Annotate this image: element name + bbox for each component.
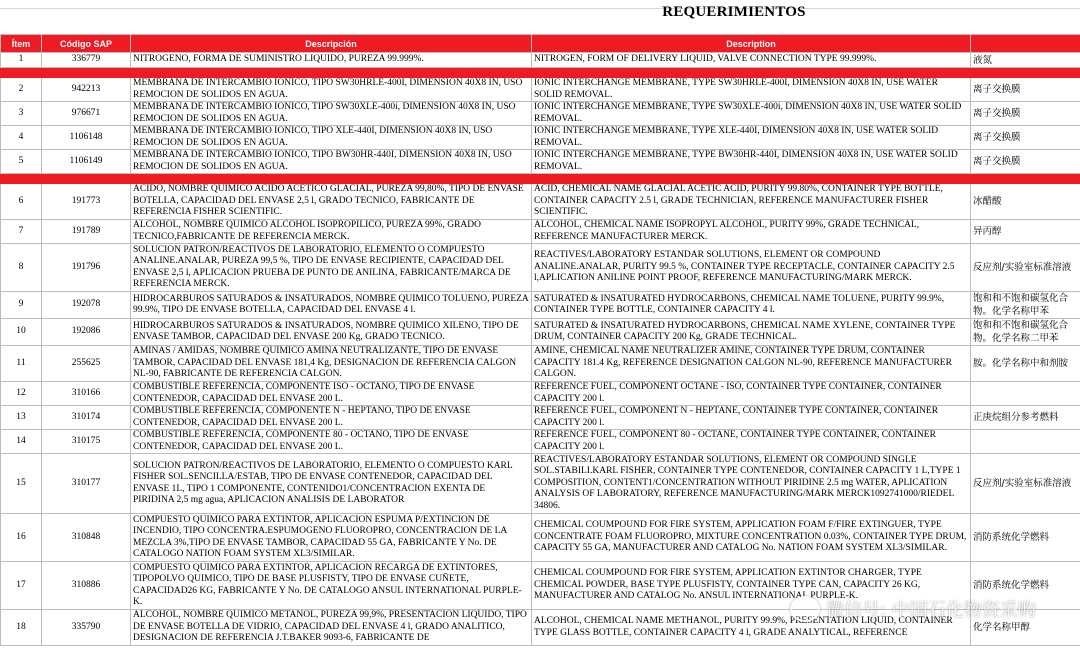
cell-item: 5: [1, 150, 42, 174]
header-row: [1, 35, 1080, 53]
cell-codigo-sap: 310848: [42, 514, 131, 562]
table-row: [1, 292, 1080, 319]
table-row: [1, 406, 1080, 430]
cell-description: ACID, CHEMICAL NAME GLACIAL ACETIC ACID, PURITY 99.80%, CONTAINER TYPE BOTTLE, CONTAINER CAPACITY 2.5 l, GRADE TECHNICIAN, REFERENCE MANUFACTURER FISHER SCIENTIFIC.: [532, 184, 971, 220]
cell-chinese: 消防系统化学燃料: [971, 562, 1080, 610]
cell-codigo-sap: 192086: [42, 319, 131, 346]
cell-item: 2: [1, 78, 42, 102]
table-row: [1, 126, 1080, 150]
table-row: [1, 102, 1080, 126]
page-title: REQUERIMIENTOS: [662, 4, 806, 20]
cell-chinese: 饱和和不饱和碳氢化合物。化学名称甲苯: [971, 292, 1080, 319]
cell-chinese: 胺。化学名称中和剂胺: [971, 346, 1080, 382]
cell-description: SATURATED & INSATURATED HYDROCARBONS, CHEMICAL NAME XYLENE, CONTAINER TYPE DRUM, CONTAINER CAPACITY 200 Kg, GRADE TECHNICAL.: [532, 319, 971, 346]
cell-descripcion: MEMBRANA DE INTERCAMBIO IONICO, TIPO SW30XLE-400i, DIMENSION 40X8 IN, USO REMOCION DE SOLIDOS EN AGUA.: [131, 102, 532, 126]
cell-item: 17: [1, 562, 42, 610]
cell-descripcion: NITROGENO, FORMA DE SUMINISTRO LIQUIDO, PUREZA 99.999%.: [131, 53, 532, 68]
table-body: [1, 53, 1080, 646]
cell-chinese: 冰醋酸: [971, 184, 1080, 220]
cell-item: 4: [1, 126, 42, 150]
cell-item: 9: [1, 292, 42, 319]
cell-item: 7: [1, 220, 42, 244]
table-row: [1, 454, 1080, 514]
cell-description: CHEMICAL COUMPOUND FOR FIRE SYSTEM, APPLICATION EXTINTOR CHARGER, TYPE CHEMICAL POWDER, BASE TYPE PLUSFISTY, CONTAINER TYPE CAN, CAPACITY 26 KG, MANUFACTURER AND CATALOG No. ANSUL INTERNATIONAL PURPLE-K.: [532, 562, 971, 610]
cell-codigo-sap: 192078: [42, 292, 131, 319]
cell-codigo-sap: 1106148: [42, 126, 131, 150]
table-row: [1, 319, 1080, 346]
watermark-text: 微信号: 中国石化物资采购: [826, 600, 1036, 621]
cell-chinese: 反应剂/实验室标准溶液: [971, 454, 1080, 514]
table-row: [1, 382, 1080, 406]
cell-descripcion: ALCOHOL, NOMBRE QUIMICO METANOL, PUREZA 99,9%, PRESENTACION LIQUIDO, TIPO DE ENVASE BOTELLA DE VIDRIO, CAPACIDAD DEL ENVASE 4 l, GRADO ANALITICO, DESIGNACION DE REFERENCIA J.T.BAKER 9093-6, FABRICANTE DE: [131, 610, 532, 646]
cell-chinese: 离子交换膜: [971, 78, 1080, 102]
table-row: [1, 244, 1080, 292]
table-row: [1, 78, 1080, 102]
cell-codigo-sap: 191796: [42, 244, 131, 292]
cell-codigo-sap: 976671: [42, 102, 131, 126]
cell-chinese: 异丙醇: [971, 220, 1080, 244]
group-separator: [1, 174, 1080, 184]
watermark: [790, 592, 1070, 626]
cell-description: REACTIVES/LABORATORY ESTANDAR SOLUTIONS, ELEMENT OR COMPOUND ANALINE.ANALAR, PURITY 99.5 %, CONTAINER TYPE RECEPTACLE, CONTAINER CAPACITY 2.5 l,APLICATION ANILINE POINT PROOF, REFERENCE MANUFACTURING/MARK MERCK.: [532, 244, 971, 292]
table-row: [1, 150, 1080, 174]
cell-chinese: [971, 382, 1080, 406]
cell-item: 18: [1, 610, 42, 646]
cell-codigo-sap: 255625: [42, 346, 131, 382]
cell-chinese: [971, 430, 1080, 454]
separator-cell: [1, 174, 1080, 184]
cell-item: 16: [1, 514, 42, 562]
cell-descripcion: COMBUSTIBLE REFERENCIA, COMPONENTE N - HEPTANO, TIPO DE ENVASE CONTENEDOR, CAPACIDAD DEL ENVASE 200 L.: [131, 406, 532, 430]
cell-description: IONIC INTERCHANGE MEMBRANE, TYPE BW30HR-440I, DIMENSION 40X8 IN, USE WATER SOLID REMOVAL.: [532, 150, 971, 174]
header-codigo: Código SAP: [42, 35, 131, 53]
cell-description: REFERENCE FUEL, COMPONENT OCTANE - ISO, CONTAINER TYPE CONTAINER, CONTAINER CAPACITY 200 l.: [532, 382, 971, 406]
cell-description: AMINE, CHEMICAL NAME NEUTRALIZER AMINE, CONTAINER TYPE DRUM, CONTAINER CAPACITY 181.4 Kg, REFERENCE DESIGNATION CALGON NL-90, REFERENCE MANUFACTURER CALGON.: [532, 346, 971, 382]
cell-item: 15: [1, 454, 42, 514]
cell-descripcion: ALCOHOL, NOMBRE QUIMICO ALCOHOL ISOPROPILICO, PUREZA 99%, GRADO TECNICO,FABRICANTE DE REFERENCIA MERCK.: [131, 220, 532, 244]
cell-descripcion: AMINAS / AMIDAS, NOMBRE QUIMICO AMINA NEUTRALIZANTE, TIPO DE ENVASE TAMBOR, CAPACIDAD DEL ENVASE 181,4 Kg, DESIGNACION DE REFERENCIA CALGON NL-90, FABRICANTE DE REFERENCIA CALGON.: [131, 346, 532, 382]
cell-descripcion: SOLUCION PATRON/REACTIVOS DE LABORATORIO, ELEMENTO O COMPUESTO KARL FISHER SOL.SENCILLA/ESTAB, TIPO DE ENVASE CONTENEDOR, CAPACIDAD DEL ENVASE 1L, TIPO 1 COMPONENTE, CONTENIDO1/CONCENTRACION EXENTA DE PIRIDINA 2,5 mg agua, APLICACION ANALISIS DE LABORATOR: [131, 454, 532, 514]
cell-item: 6: [1, 184, 42, 220]
header-descripcion: Descripción: [131, 35, 532, 53]
cell-description: ALCOHOL, CHEMICAL NAME ISOPROPYL ALCOHOL, PURITY 99%, GRADE TECHNICAL, REFERENCE MANUFACTURER MERCK.: [532, 220, 971, 244]
cell-description: REFERENCE FUEL, COMPONENT 80 - OCTANE, CONTAINER TYPE CONTAINER, CONTAINER CAPACITY 200 l.: [532, 430, 971, 454]
cell-description: NITROGEN, FORM OF DELIVERY LIQUID, VALVE CONNECTION TYPE 99.999%.: [532, 53, 971, 68]
cell-descripcion: ACIDO, NOMBRE QUIMICO ACIDO ACETICO GLACIAL, PUREZA 99,80%, TIPO DE ENVASE BOTELLA, CAPACIDAD DEL ENVASE 2,5 l, GRADO TECNICO, FABRICANTE DE REFERENCIA FISHER SCIENTIFIC.: [131, 184, 532, 220]
table-row: [1, 184, 1080, 220]
cell-descripcion: MEMBRANA DE INTERCAMBIO IONICO, TIPO BW30HR-440I, DIMENSION 40X8 IN, USO REMOCION DE SOLIDOS EN AGUA.: [131, 150, 532, 174]
cell-item: 3: [1, 102, 42, 126]
cell-chinese: 离子交换膜: [971, 126, 1080, 150]
wechat-icon: [790, 596, 820, 622]
cell-codigo-sap: 336779: [42, 53, 131, 68]
cell-chinese: 化学名称甲醇: [971, 610, 1080, 646]
table-row: [1, 53, 1080, 68]
cell-description: IONIC INTERCHANGE MEMBRANE, TYPE XLE-440I, DIMENSION 40X8 IN, USE WATER SOLID REMOVAL.: [532, 126, 971, 150]
cell-descripcion: HIDROCARBUROS SATURADOS & INSATURADOS, NOMBRE QUIMICO TOLUENO, PUREZA 99.9%, TIPO DE ENVASE BOTELLA, CAPACIDAD DEL ENVASE 4 l.: [131, 292, 532, 319]
header-chinese: [971, 35, 1080, 53]
cell-codigo-sap: 310166: [42, 382, 131, 406]
cell-description: REACTIVES/LABORATORY ESTANDAR SOLUTIONS, ELEMENT OR COMPOUND SINGLE SOL.STABILI.KARL FISHER, CONTAINER TYPE CONTENEDOR, CONTAINER CAPACITY 1 L,TYPE 1 COMPOSITION, CONTENT1/CONCENTRATION WITHOUT PIRIDINE 2.5 mg WATER, APLICATION ANALYSIS OF LABORATORY, REFERENCE MANUFACTURING/MARK MERCK1092741000/RIEDEL 34806.: [532, 454, 971, 514]
cell-codigo-sap: 191789: [42, 220, 131, 244]
cell-description: REFERENCE FUEL, COMPONENT N - HEPTANE, CONTAINER TYPE CONTAINER, CONTAINER CAPACITY 200 l.: [532, 406, 971, 430]
header-item: Ítem: [1, 35, 42, 53]
cell-descripcion: COMBUSTIBLE REFERENCIA, COMPONENTE 80 - OCTANO, TIPO DE ENVASE CONTENEDOR, CAPACIDAD DEL ENVASE 200 L.: [131, 430, 532, 454]
cell-descripcion: COMPUESTO QUIMICO PARA EXTINTOR, APLICACION ESPUMA P/EXTINCION DE INCENDIO, TIPO CONCENTRA.ESPUMOGENO FLUOROPRO, CONCENTRACION DE LA MEZCLA 3%,TIPO DE ENVASE TAMBOR, CAPACIDAD 55 GA, FABRICANTE Y No. DE CATALOGO NATION FOAM SYSTEM XL3/SIMILAR.: [131, 514, 532, 562]
group-separator: [1, 68, 1080, 78]
cell-codigo-sap: 310174: [42, 406, 131, 430]
cell-chinese: 正庚烷组分参考燃料: [971, 406, 1080, 430]
table-row: [1, 514, 1080, 562]
cell-descripcion: MEMBRANA DE INTERCAMBIO IONICO, TIPO XLE-440I, DIMENSION 40X8 IN, USO REMOCION DE SOLIDOS EN AGUA.: [131, 126, 532, 150]
cell-codigo-sap: 191773: [42, 184, 131, 220]
cell-descripcion: SOLUCION PATRON/REACTIVOS DE LABORATORIO, ELEMENTO O COMPUESTO ANALINE.ANALAR, PUREZA 99,5 %, TIPO DE ENVASE RECIPIENTE, CAPACIDAD DEL ENVASE 2,5 l, APLICACION PRUEBA DE PUNTO DE ANILINA, FABRICANTE/MARCA DE REFERENCIA MERCK.: [131, 244, 532, 292]
cell-description: IONIC INTERCHANGE MEMBRANE, TYPE SW30XLE-400i, DIMENSION 40X8 IN, USE WATER SOLID REMOVAL.: [532, 102, 971, 126]
cell-descripcion: MEMBRANA DE INTERCAMBIO IONICO, TIPO SW30HRLE-400I, DIMENSION 40X8 IN, USO REMOCION DE SOLIDOS EN AGUA.: [131, 78, 532, 102]
cell-item: 12: [1, 382, 42, 406]
cell-item: 11: [1, 346, 42, 382]
separator-cell: [1, 68, 1080, 78]
cell-description: SATURATED & INSATURATED HYDROCARBONS, CHEMICAL NAME TOLUENE, PURITY 99.9%, CONTAINER TYPE BOTTLE, CONTAINER CAPACITY 4 l.: [532, 292, 971, 319]
cell-description: CHEMICAL COUMPOUND FOR FIRE SYSTEM, APPLICATION FOAM F/FIRE EXTINGUER, TYPE CONCENTRATE FOAM FLUOROPRO, MIXTURE CONCENTRATION 0.03%, CONTAINER TYPE DRUM, CAPACITY 55 GA, MANUFACTURER AND CATALOG No. NATION FOAM SYSTEM XL3/SIMILAR.: [532, 514, 971, 562]
cell-codigo-sap: 310177: [42, 454, 131, 514]
cell-descripcion: HIDROCARBUROS SATURADOS & INSATURADOS, NOMBRE QUIMICO XILENO, TIPO DE ENVASE TAMBOR, CAPACIDAD DEL ENVASE 200 Kg, GRADO TECNICO.: [131, 319, 532, 346]
cell-description: IONIC INTERCHANGE MEMBRANE, TYPE SW30HRLE-400I, DIMENSION 40X8 IN, USE WATER SOLID REMOVAL.: [532, 78, 971, 102]
cell-description: ALCOHOL, CHEMICAL NAME METHANOL, PURITY 99.9%, PRESENTATION LIQUID, CONTAINER TYPE GLASS BOTTLE, CONTAINER CAPACITY 4 l, GRADE ANALYTICAL, REFERENCE: [532, 610, 971, 646]
cell-codigo-sap: 310886: [42, 562, 131, 610]
cell-item: 1: [1, 53, 42, 68]
table-row: [1, 346, 1080, 382]
cell-codigo-sap: 942213: [42, 78, 131, 102]
cell-codigo-sap: 1106149: [42, 150, 131, 174]
cell-descripcion: COMBUSTIBLE REFERENCIA, COMPONENTE ISO - OCTANO, TIPO DE ENVASE CONTENEDOR, CAPACIDAD DEL ENVASE 200 L.: [131, 382, 532, 406]
header-description: Description: [532, 35, 971, 53]
cell-chinese: 离子交换膜: [971, 102, 1080, 126]
cell-chinese: 离子交换膜: [971, 150, 1080, 174]
cell-item: 14: [1, 430, 42, 454]
cell-descripcion: COMPUESTO QUIMICO PARA EXTINTOR, APLICACION RECARGA DE EXTINTORES, TIPOPOLVO QUIMICO, TIPO DE BASE PLUSFISTY, TIPO DE ENVASE CUÑETE, CAPACIDAD26 KG, FABRICANTE Y No. DE CATALOGO ANSUL INTERNATIONAL PURPLE-K.: [131, 562, 532, 610]
cell-chinese: 饱和和不饱和碳氢化合物。化学名称二甲苯: [971, 319, 1080, 346]
cell-item: 13: [1, 406, 42, 430]
table-row: [1, 430, 1080, 454]
table-row: [1, 220, 1080, 244]
cell-chinese: 液氮: [971, 53, 1080, 68]
cell-item: 8: [1, 244, 42, 292]
cell-codigo-sap: 335790: [42, 610, 131, 646]
requirements-table: [0, 34, 1080, 646]
cell-codigo-sap: 310175: [42, 430, 131, 454]
cell-item: 10: [1, 319, 42, 346]
cell-chinese: 反应剂/实验室标准溶液: [971, 244, 1080, 292]
cell-chinese: 消防系统化学燃料: [971, 514, 1080, 562]
